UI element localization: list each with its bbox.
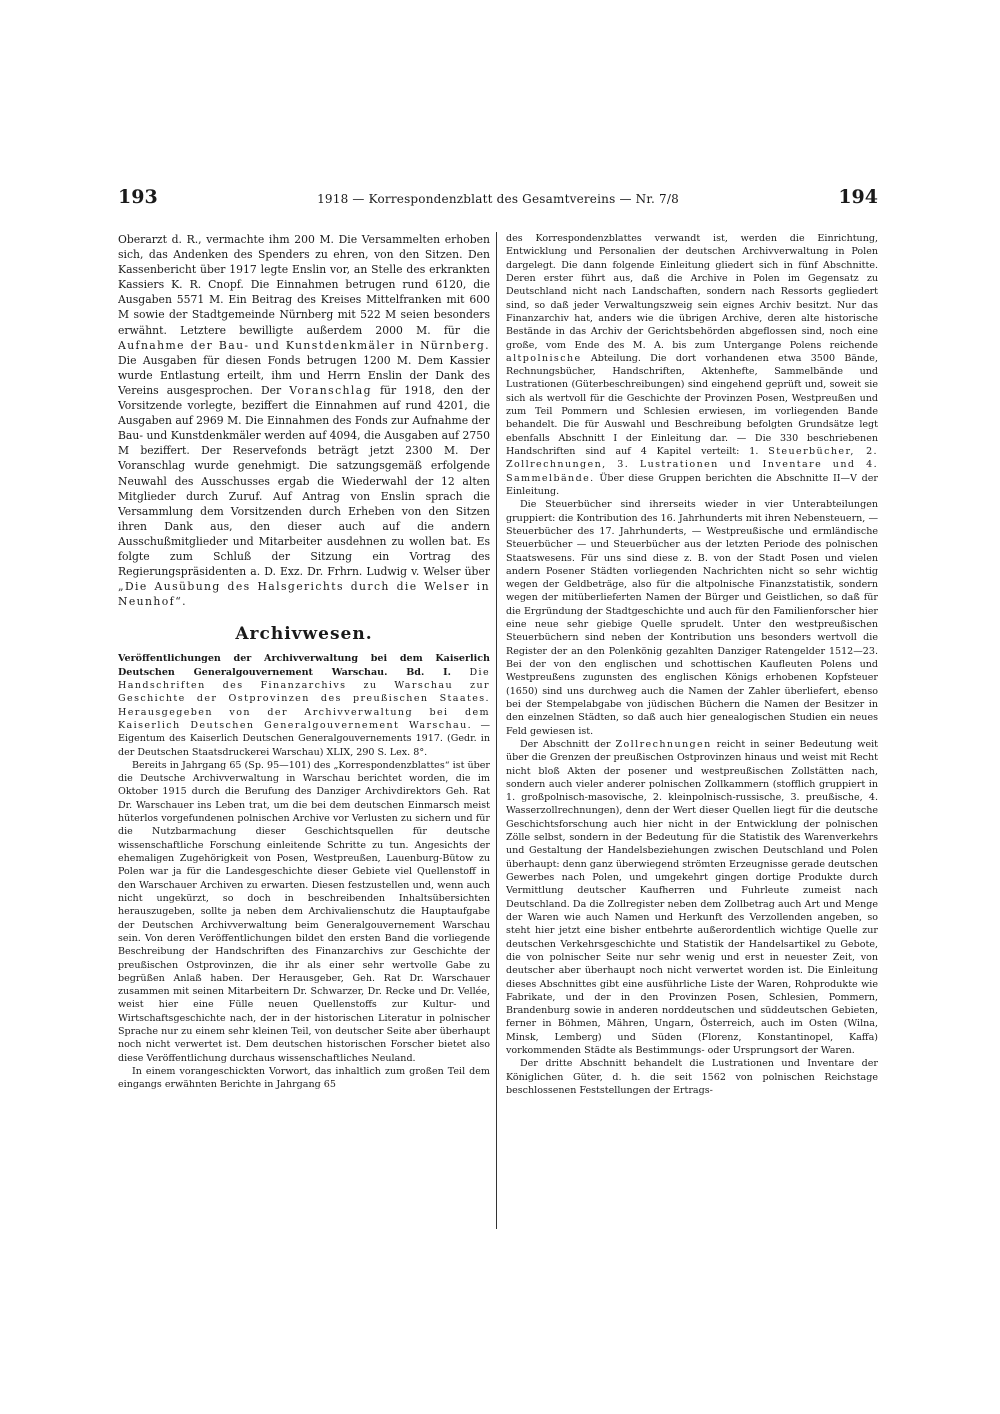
spaced-emphasis: Steuerbücher, 2. Zollrechnungen, 3. Lustrationen und Inventare und 4. Sammelbände. xyxy=(506,446,878,484)
paragraph-meeting-report xyxy=(118,232,490,609)
text-run: für 1918, den der Vorsitzende vorlegte, beziffert die Einnahmen auf rund 4201, die Ausgaben auf 2969 M. Die Einnahmen des Fonds zur Aufnahme der Bau- und Kunstdenkmäler werden auf 4094, die Ausgaben auf 2750 M beziffert. Der Reservefonds beträgt jetzt 2300 M. Der Voranschlag wurde genehmigt. Die satzungsgemäß erfolgende Neuwahl des Ausschusses ergab die Wiederwahl der 12 alten Mitglieder durch Zuruf. Auf Antrag von Enslin sprach die Versammlung dem Vorsitzenden durch Erheben von den Sitzen ihren Dank aus, den dieser auch auf die andern Ausschußmitglieder und Mitarbeiter ausdehnen zu wollen bat. Es folgte zum Schluß der Sitzung ein Vortrag des Regierungspräsidenten a. D. Exz. Dr. Frhrn. Ludwig v. Welser über xyxy=(118,383,490,579)
paragraph-introduction xyxy=(506,232,878,498)
section-heading: Archivwesen. xyxy=(235,624,373,645)
spaced-emphasis: Zollrechnungen xyxy=(615,738,712,750)
publication-listing xyxy=(118,652,490,759)
page-header xyxy=(118,186,878,211)
paragraph-review-intro: Bereits in Jahrgang 65 (Sp. 95—101) des „Korrespondenzblattes“ ist über die Deutsche Archivverwaltung in Warschau berichtet worden, die im Oktober 1915 durch die Berufung des Danziger Archivdirektors Geh. Rat Dr. Warschauer ins Leben trat, um die bei dem deutschen Einmarsch meist hüterlos vorgefundenen polnischen Archive vor Verlusten zu sichern und für die Nutzbarmachung dieser Geschichtsquellen für deutsche wissenschaftliche Forschung einleitende Schritte zu tun. Angesichts der ehemaligen Zugehörigkeit von Posen, Westpreußen, Lauenburg-Bütow zu Polen war ja für die Landesgeschichte dieser Gebiete viel Quellenstoff in den Warschauer Archiven zu erwarten. Diesen festzustellen und, wenn auch nicht ungekürzt, so doch in beschreibenden Inhaltsübersichten herauszugeben, sollte ja neben dem Archivalienschutz die Hauptaufgabe der Deutschen Archivverwaltung beim Generalgouvernement Warschau sein. Von deren Veröffentlichungen bildet den ersten Band die vorliegende Beschreibung der Handschriften des Finanzarchivs zur Geschichte der preußischen Ostprovinzen, die ihr als einer sehr wertvolle Gabe zu begrüßen Anlaß haben. Der Herausgeber, Geh. Rat Dr. Warschauer zusammen mit seinen Mitarbeitern Dr. Schwarzer, Dr. Recke und Dr. Vellée, weist hier eine Fülle neuen Quellenstoffs zur Kultur- und Wirtschaftsgeschichte nach, der in der historischen Literatur in polnischer Sprache nur zu einem sehr kleinen Teil, von deutscher Seite aber überhaupt noch nicht verwertet ist. Dem deutschen historischen Forscher bietet also diese Veröffentlichung durchaus wissenschaftliches Neuland. xyxy=(118,759,490,1064)
right-column xyxy=(506,232,878,1232)
paragraph-lustrationen: Der dritte Abschnitt behandelt die Lustrationen und Inventare der Königlichen Güter, d. h. die seit 1562 von polnischen Reichstage beschlossenen Feststellungen der Ertrags- xyxy=(506,1058,878,1096)
text-run: Die Ausgaben für diesen Fonds betrugen 1200 M. Dem Kassier wurde Entlastung erteilt, ihm und Herrn Enslin der Dank des Vereins ausgesprochen. Der xyxy=(118,353,490,397)
running-title: 1918 — Korrespondenzblatt des Gesamtvereins — Nr. 7/8 xyxy=(317,192,679,206)
page-number-right: 194 xyxy=(838,186,878,208)
page-number-left: 193 xyxy=(118,186,158,208)
text-run: Oberarzt d. R., vermachte ihm 200 M. Die Versammelten erhoben sich, das Andenken des Spenders zu ehren, von den Sitzen. Den Kassenbericht über 1917 legte Enslin vor, an Stelle des erkrankten Kassiers K. R. Cnopf. Die Einnahmen betrugen rund 6120, die Ausgaben 5571 M. Ein Beitrag des Kreises Mittelfranken mit 600 M sowie der Stadtgemeinde Nürnberg mit 522 M seien besonders erwähnt. Letztere bewilligte außerdem 2000 M. für die xyxy=(118,233,490,337)
lecture-title: „Die Ausübung des Halsgerichts durch die Welser in Neunhof“. xyxy=(118,580,490,609)
spaced-emphasis: Aufnahme der Bau- und Kunstdenkmäler in Nürnberg. xyxy=(118,338,490,352)
text-run: reicht in seiner Bedeutung weit über die Grenzen der preußischen Ostprovinzen hinaus und weist mit Recht nicht bloß Akten der posener und westpreußischen Zollstätten nach, sondern auch vieler anderer polnischen Zollkammern (stofflich gruppiert in 1. großpolnisch-masovische, 2. kleinpolnisch-russische, 3. preußische, 4. Wasserzollrechnungen), denn der Wert dieser Quellen liegt für die deutsche Geschichtsforschung auch hier nicht in der Entwicklung der polnischen Zölle selbst, sondern in der Bedeutung für die Statistik des Warenverkehrs und Gestaltung der Handelsbeziehungen zwischen Deutschland und Polen überhaupt: denn ganz überwiegend strömten Erzeugnisse gerade deutschen Gewerbes nach Polen, und umgekehrt gingen dortige Produkte durch Vermittlung deutscher Kaufherren und Fuhrleute zumeist nach Deutschland. Da die Zollregister neben dem Zollbetrag auch Art und Menge der Waren wie auch Namen und Herkunft des Verzollenden angeben, so steht hier jetzt eine bisher entbehrte außerordentlich wichtige Quelle zur deutschen Verkehrsgeschichte und Statistik der Handelsartikel zu Gebote, die von polnischer Seite nur sehr wenig und erst in neuester Zeit, von deutscher aber überhaupt noch nicht verwertet worden ist. Die Einleitung dieses Abschnittes gibt eine ausführliche Liste der Waren, Rohprodukte wie Fabrikate, und der in den Provinzen Posen, Schlesien, Pommern, Brandenburg sowie in anderen norddeutschen und süddeutschen Gebieten, ferner in Böhmen, Mähren, Ungarn, Österreich, auch im Osten (Wilna, Minsk, Lemberg) und Süden (Florenz, Konstantinopel, Kaffa) vorkommenden Städte als Bestimmungs- oder Ursprungsort der Waren. xyxy=(506,738,878,1057)
text-run: Der Abschnitt der xyxy=(520,738,611,750)
paragraph-review-foreword: In einem vorangeschickten Vorwort, das inhaltlich zum großen Teil dem eingangs erwähnten Berichte in Jahrgang 65 xyxy=(118,1066,490,1091)
spaced-emphasis: altpolnische xyxy=(506,352,582,364)
left-column xyxy=(118,232,490,1232)
text-run: Über diese Gruppen berichten die Abschnitte II—V der Einleitung. xyxy=(506,472,878,497)
spaced-emphasis: Voranschlag xyxy=(289,383,372,397)
text-run: des Korrespondenzblattes verwandt ist, werden die Einrichtung, Entwicklung und Personalien der deutschen Archivverwaltung in Polen dargelegt. Die dann folgende Einleitung gliedert sich in fünf Abschnitte. Deren erster führt aus, daß die Archive in Polen im Gegensatz zu Deutschland nicht nach Landschaften, sondern nach Ressorts gegliedert sind, so daß jeder Verwaltungszweig sein eignes Archiv besitzt. Nur das Finanzarchiv hat, anders wie die übrigen Archive, deren alte historische Bestände in das Archiv der Gerichtsbehörden abgeflossen sind, noch eine große, vom Ende des M. A. bis zum Untergange Polens reichende xyxy=(506,233,878,351)
paragraph-steuerbuecher: Die Steuerbücher sind ihrerseits wieder in vier Unterabteilungen gruppiert: die Kontribution des 16. Jahrhunderts mit ihren Nebensteuern, — Steuerbücher des 17. Jahrhunderts, — Westpreußische und ermländische Steuerbücher — und Steuerbücher aus der letzten Periode des polnischen Staatswesens. Für uns sind diese z. B. von der Stadt Posen und vielen andern Posener Städten vorliegenden Nachrichten nicht so sehr wichtig wegen der Geldbeträge, also für die altpolnische Finanzstatistik, sondern wegen der mitüberlieferten Namen der Bürger und Geistlichen, so daß für die Ergründung der Stadtgeschichte und auch für den Familienforscher hier eine neue sehr giebige Quelle sprudelt. Unter den westpreußischen Steuerbüchern sind neben der Kontribution uns besonders wertvoll die Register der an den Polenkönig gezahlten Danziger Ratengelder 1512—23. Bei der von den englischen und schottischen Kaufleuten Polens und Westpreußens zugunsten des englischen Königs erhobenen Kopfsteuer (1650) sind uns durchweg auch die Namen der Zahler überliefert, ebenso bei der Stempelabgabe von jüdischen Büchern die Namen der Besitzer in den einzelnen Städten, so daß auch hier genealogischen Studien ein neues Feld gewiesen ist. xyxy=(506,499,878,737)
listing-title: Veröffentlichungen der Archivverwaltung bei dem Kaiserlich Deutschen Generalgouvernement Warschau. Bd. I. xyxy=(118,653,490,678)
listing-details: — Eigentum des Kaiserlich Deutschen Generalgouvernements 1917. (Gedr. in der Deutschen Staatsdruckerei Warschau) XLIX, 290 S. Lex. 8°. xyxy=(118,719,490,758)
column-divider xyxy=(496,232,497,1229)
text-run: Abteilung. Die dort vorhandenen etwa 3500 Bände, Rechnungsbücher, Handschriften, Aktenhefte, Sammelbände und Lustrationen (Güterbeschreibungen) sind eingehend geprüft und, soweit sie sich als wertvoll für die Geschichte der Provinzen Posen, Westpreußen und zum Teil Pommern und Schlesien erwiesen, im vorliegenden Bande behandelt. Die für Auswahl und Beschreibung befolgten Grundsätze legt ebenfalls Abschnitt I der Einleitung dar. — Die 330 beschriebenen Handschriften sind auf 4 Kapitel verteilt: 1. xyxy=(506,352,878,457)
listing-spaced-title: Die Handschriften des Finanzarchivs zu Warschau zur Geschichte der Ostprovinzen des preußischen Staates. Herausgegeben von der Archivverwaltung bei dem Kaiserlich Deutschen Generalgouvernement Warschau. xyxy=(118,666,490,731)
paragraph-zollrechnungen xyxy=(506,738,878,1058)
